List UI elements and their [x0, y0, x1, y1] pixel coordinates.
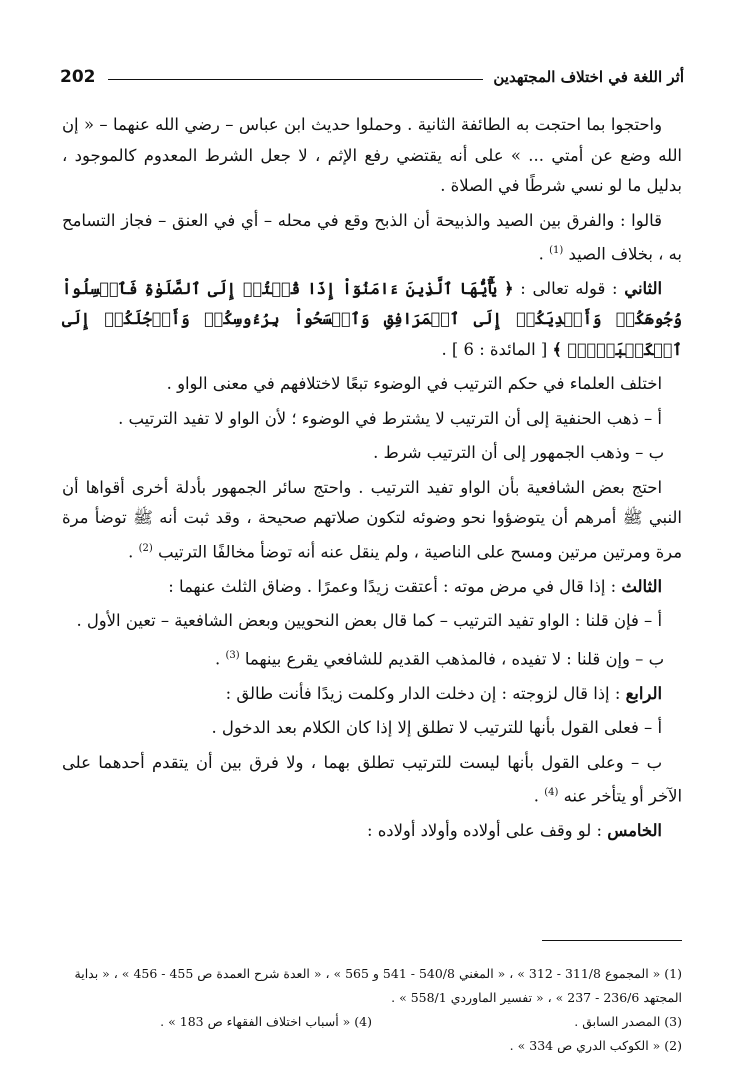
paragraph [62, 473, 682, 568]
paragraph-end: . [533, 786, 545, 806]
list-item: أ – فعلى القول بأنها للترتيب لا تطلق إلا إذا كان الكلام بعد الدخول . [211, 718, 662, 738]
paragraph-text: ب – وعلى القول بأنها ليست للترتيب تطلق بهما ، ولا فرق بين أن يتقدم أحدهما على الآخر أو يتأخر عنه [62, 752, 682, 806]
paragraph-text: قالوا : والفرق بين الصيد والذبيحة أن الذبح وقع في محله – أي في العنق – فجاز التسامح به ، بخلاف الصيد [62, 210, 682, 264]
paragraph [62, 679, 682, 710]
footnote-separator [542, 940, 682, 941]
list-item [62, 641, 682, 675]
example-label: الخامس [607, 821, 662, 841]
footnotes [62, 962, 682, 1058]
paragraph-text: ب – وإن قلنا : لا تفيده ، فالمذهب القديم للشافعي يقرع بينهما [244, 649, 664, 669]
footnote-ref: (1) [549, 245, 564, 256]
footnote: (2) « الكوكب الدري ص 334 » . [509, 1038, 682, 1053]
footnote-ref: (3) [225, 649, 240, 661]
paragraph-text: : قوله تعالى : [513, 278, 625, 298]
footnote: (4) « أسباب اختلاف الفقهاء ص 183 » . [160, 1014, 372, 1029]
footnote: (3) المصدر السابق . [574, 1014, 682, 1029]
page-number: 202 [60, 67, 96, 87]
paragraph-end: . [128, 542, 139, 562]
paragraph [62, 206, 682, 270]
header-rule [108, 79, 484, 80]
paragraph-text: : إذا قال لزوجته : إن دخلت الدار وكلمت زيدًا فأنت طالق : [225, 683, 626, 703]
running-title: أثر اللغة في اختلاف المجتهدين [493, 68, 684, 86]
page-header [60, 62, 684, 92]
list-item: أ – ذهب الحنفية إلى أن الترتيب لا يشترط في الوضوء ؛ لأن الواو لا تفيد الترتيب . [118, 408, 662, 428]
footnote-ref: (4) [544, 787, 559, 799]
example-label: الرابع [625, 683, 662, 703]
paragraph [62, 572, 682, 603]
paragraph-end: . [538, 244, 550, 264]
paragraph: اختلف العلماء في حكم الترتيب في الوضوء تبعًا لاختلافهم في معنى الواو . [166, 374, 662, 394]
footnote-row [62, 1010, 682, 1034]
paragraph [62, 816, 682, 847]
paragraph-text: : إذا قال في مرض موته : أعتقت زيدًا وعمرًا . وضاق الثلث عنهما : [168, 576, 622, 596]
list-item [62, 748, 682, 812]
footnote: (1) « المجموع 311/8 - 312 » ، « المغني 540/8 - 541 و 565 » ، « العدة شرح العمدة ص 455 - 456 » ، « بداية المجتهد 236/6 - 237 » ، « تفسير الماوردي 558/1 » . [74, 966, 682, 1005]
example-label: الثالث [621, 576, 662, 596]
verse-citation: [ المائدة : 6 ] . [441, 339, 553, 359]
paragraph-text: : لو وقف على أولاده وأولاد أولاده : [366, 821, 608, 841]
footnote-ref: (2) [138, 542, 153, 554]
paragraph-end: . [215, 649, 226, 669]
list-item: أ – فإن قلنا : الواو تفيد الترتيب – كما قال بعض النحويين وبعض الشافعية – تعين الأول . [76, 611, 662, 631]
example-label: الثاني [624, 278, 662, 298]
main-text [62, 110, 682, 851]
quran-verse: ﴿ يَٰٓأَيُّهَا ٱلَّذِينَ ءَامَنُوٓاْ إِذَا قُمۡتُمۡ إِلَى ٱلصَّلَوٰةِ فَٱغۡسِلُواْ وُجُوهَكُمۡ وَأَيۡدِيَكُمۡ إِلَى ٱلۡمَرَافِقِ وَٱمۡسَحُواْ بِرُءُوسِكُمۡ وَأَرۡجُلَكُمۡ إِلَى ٱلۡكَعۡبَيۡنِۚ ﴾ [62, 278, 682, 359]
paragraph-text: احتج بعض الشافعية بأن الواو تفيد الترتيب . واحتج سائر الجمهور بأدلة أخرى أقواها أن النبي ﷺ أمرهم أن يتوضؤوا نحو وضوئه لتكون صلاتهم صحيحة ، وقد ثبت أنه ﷺ توضأ مرة مرة ومرتين مرتين ومسح على الناصية ، ولم ينقل عنه أنه توضأ مخالفًا الترتيب [62, 477, 682, 562]
paragraph: واحتجوا بما احتجت به الطائفة الثانية . وحملوا حديث ابن عباس – رضي الله عنهما – « إن الله وضع عن أمتي ... » على أنه يقتضي رفع الإثم ، لا جعل الشرط المعدوم كالموجود ، بدليل ما لو نسي شرطًا في الصلاة . [62, 115, 682, 195]
paragraph [62, 274, 682, 366]
list-item: ب – وذهب الجمهور إلى أن الترتيب شرط . [373, 443, 664, 463]
